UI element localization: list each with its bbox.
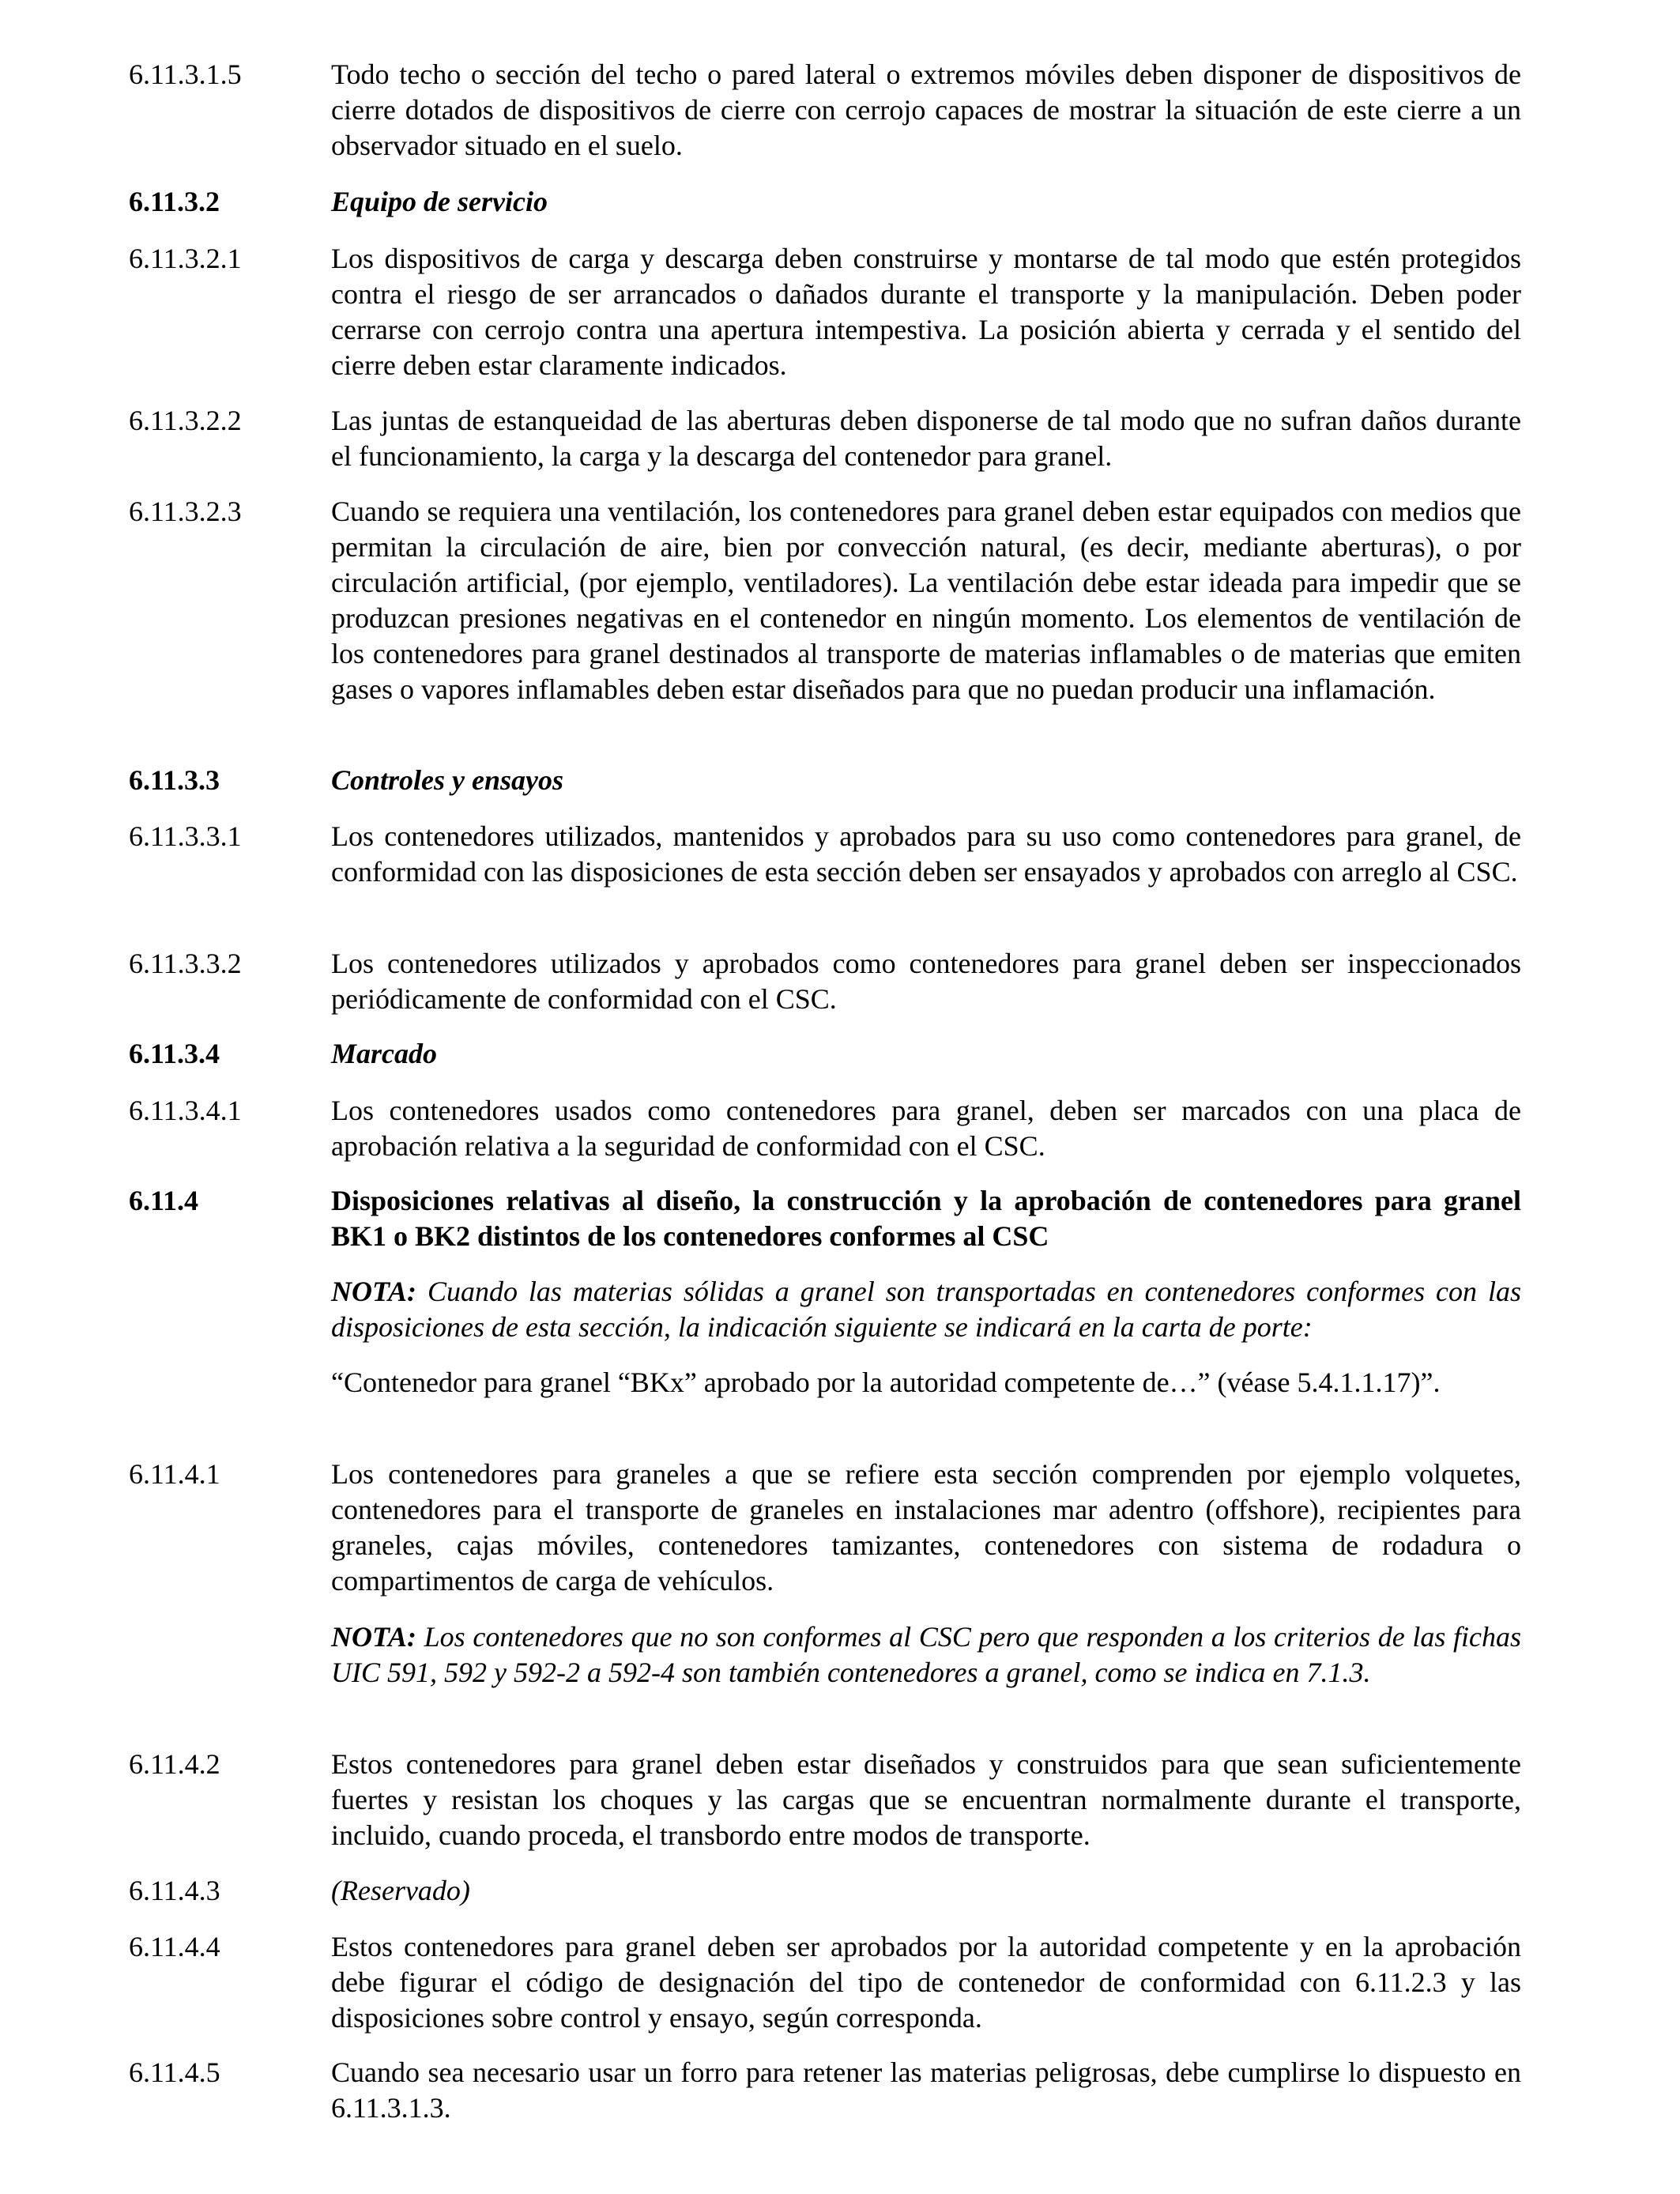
paragraph-text: Los contenedores utilizados, mantenidos y aprobados para su uso como contenedores para granel, de conformidad con las disposiciones de esta sección deben ser ensayados y aprobados con arreglo al CSC. [331,820,1521,888]
note-body: Cuando las materias sólidas a granel son transportadas en contenedores conformes con las disposiciones de esta sección, la indicación siguiente se indicará en la carta de porte: [331,1276,1521,1343]
paragraph-text: Los dispositivos de carga y descarga deben construirse y montarse de tal modo que estén protegidos contra el riesgo de ser arrancados o dañados durante el transporte y la manipulación. Deben poder cerrarse con cerrojo contra una apertura intempestiva. La posición abierta y cerrada y el sentido del cierre deben estar claramente indicados. [331,243,1521,381]
paragraph-number: 6.11.3.2.3 [129,496,242,527]
section-number: 6.11.3.4 [129,1038,220,1069]
paragraph-text: (Reservado) [331,1875,470,1906]
paragraph-number: 6.11.3.4.1 [129,1095,242,1126]
note-label: NOTA: [331,1276,416,1307]
section-number: 6.11.3.2 [129,186,220,217]
section-title: Marcado [331,1038,437,1069]
paragraph-number: 6.11.4.1 [129,1458,220,1490]
paragraph-text: Cuando sea necesario usar un forro para retener las materias peligrosas, debe cumplirse lo dispuesto en 6.11.3.1.3. [331,2056,1521,2124]
paragraph-number: 6.11.3.2.2 [129,405,242,436]
paragraph-number: 6.11.3.2.1 [129,243,242,274]
paragraph-number: 6.11.3.3.2 [129,948,242,979]
paragraph-number: 6.11.4.5 [129,2056,220,2088]
note-label: NOTA: [331,1621,416,1653]
paragraph-text: Los contenedores usados como contenedores para granel, deben ser marcados con una placa de aprobación relativa a la seguridad de conformidad con el CSC. [331,1095,1521,1162]
paragraph-text: Estos contenedores para granel deben ser aprobados por la autoridad competente y en la aprobación debe figurar el código de designación del tipo de contenedor de conformidad con 6.11.2.3 y las disposiciones sobre control y ensayo, según corresponda. [331,1931,1521,2034]
paragraph-number: 6.11.4.3 [129,1875,220,1906]
paragraph-text: Las juntas de estanqueidad de las aberturas deben disponerse de tal modo que no sufran daños durante el funcionamiento, la carga y la descarga del contenedor para granel. [331,405,1521,472]
paragraph-number: 6.11.3.1.5 [129,58,242,90]
section-title: Equipo de servicio [331,186,548,217]
note-text [331,1619,1521,1691]
paragraph-text: Los contenedores utilizados y aprobados como contenedores para granel deben ser inspeccionados periódicamente de conformidad con el CSC. [331,948,1521,1015]
paragraph-text: Todo techo o sección del techo o pared lateral o extremos móviles deben disponer de dispositivos de cierre dotados de dispositivos de cierre con cerrojo capaces de mostrar la situación de este cierre a un observador situado en el suelo. [331,58,1521,161]
paragraph-text: Cuando se requiera una ventilación, los contenedores para granel deben estar equipados con medios que permitan la circulación de aire, bien por convección natural, (es decir, mediante aberturas), o por circulación artificial, (por ejemplo, ventiladores). La ventilación debe estar ideada para impedir que se produzcan presiones negativas en el contenedor en ningún momento. Los elementos de ventilación de los contenedores para granel destinados al transporte de materias inflamables o de materias que emiten gases o vapores inflamables deben estar diseñados para que no puedan producir una inflamación. [331,496,1521,705]
paragraph-number: 6.11.4.4 [129,1931,220,1962]
paragraph-text: “Contenedor para granel “BKx” aprobado por la autoridad competente de…” (véase 5.4.1.1.17)”. [331,1367,1441,1398]
paragraph-text: Estos contenedores para granel deben estar diseñados y construidos para que sean suficientemente fuertes y resistan los choques y las cargas que se encuentran normalmente durante el transporte, incluido, cuando proceda, el transbordo entre modos de transporte. [331,1748,1521,1851]
note-text [331,1274,1521,1345]
section-title: Controles y ensayos [331,764,564,796]
section-title: Disposiciones relativas al diseño, la construcción y la aprobación de contenedores para granel BK1 o BK2 distintos de los contenedores conformes al CSC [331,1185,1521,1252]
section-number: 6.11.3.3 [129,764,220,796]
paragraph-text: Los contenedores para graneles a que se refiere esta sección comprenden por ejemplo volquetes, contenedores para el transporte de graneles en instalaciones mar adentro (offshore), recipientes para graneles, cajas móviles, contenedores tamizantes, contenedores con sistema de rodadura o compartimentos de carga de vehículos. [331,1458,1521,1596]
paragraph-number: 6.11.3.3.1 [129,820,242,852]
note-body: Los contenedores que no son conformes al CSC pero que responden a los criterios de las fichas UIC 591, 592 y 592-2 a 592-4 son también contenedores a granel, como se indica en 7.1.3. [331,1621,1521,1688]
paragraph-number: 6.11.4.2 [129,1748,220,1780]
section-number: 6.11.4 [129,1185,199,1216]
